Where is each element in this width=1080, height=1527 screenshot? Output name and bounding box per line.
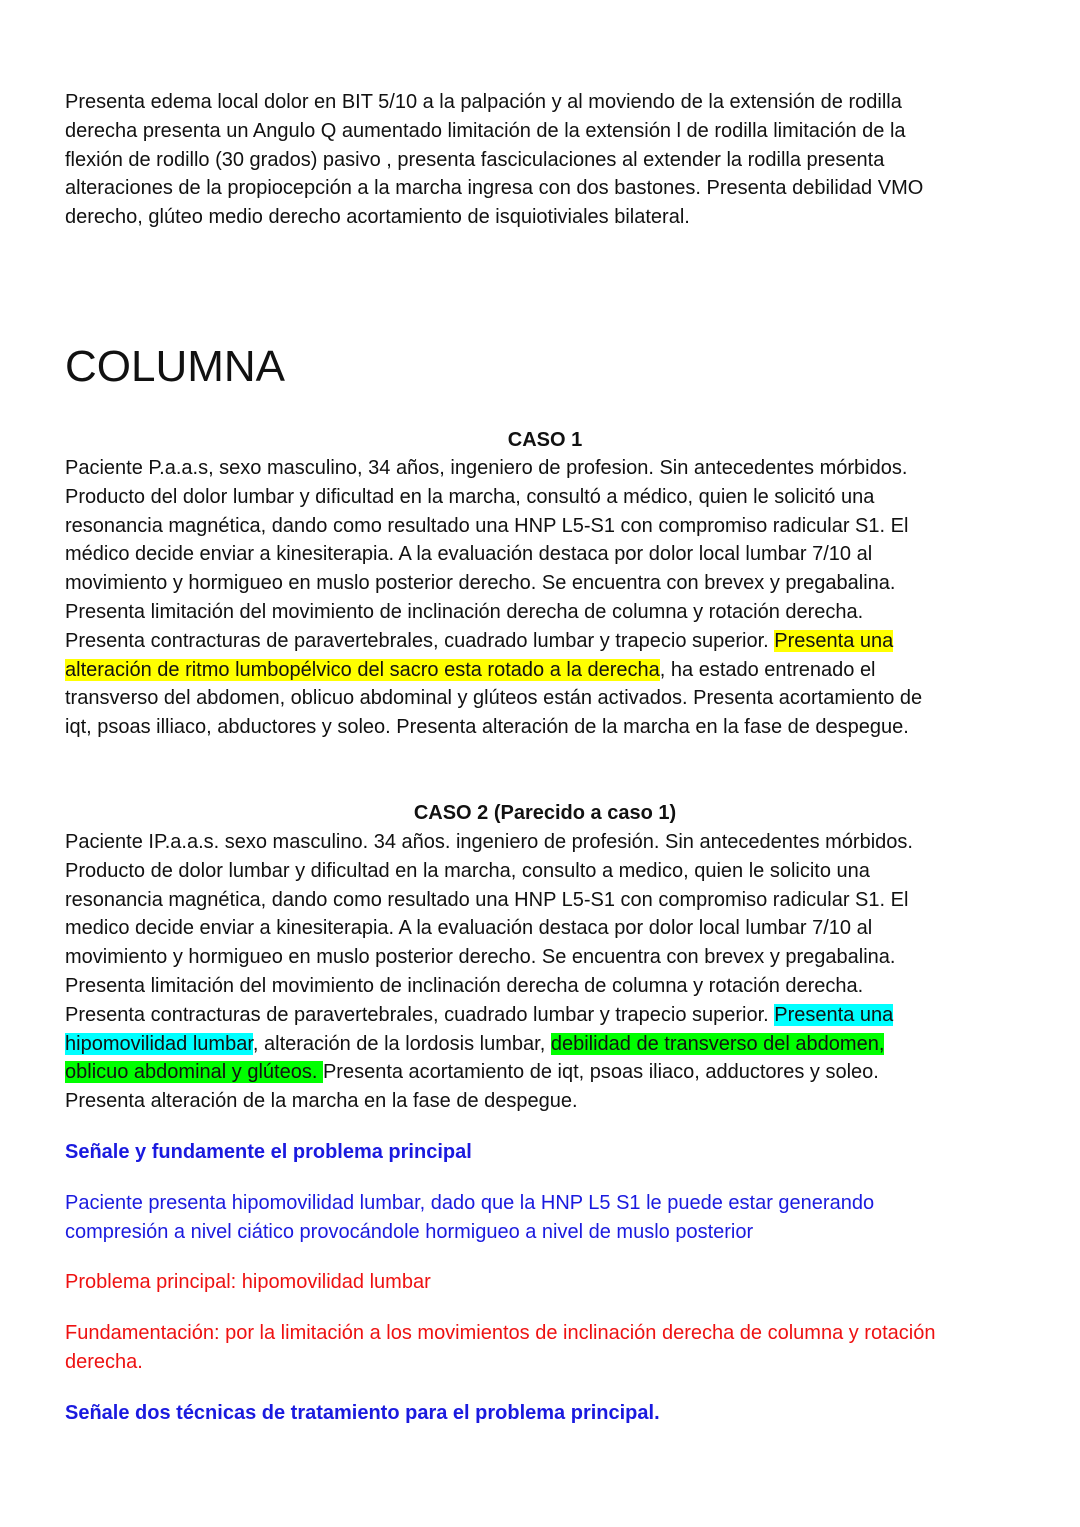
highlighted-text: Presenta una bbox=[774, 1003, 894, 1026]
text-segment: Presenta alteración de la marcha en la fase de despegue. bbox=[65, 1090, 578, 1113]
text-segment: resonancia magnética, dando como resultado una HNP L5-S1 con compromiso radicular S1. El bbox=[65, 888, 909, 911]
text-line bbox=[65, 857, 1025, 886]
text-segment: alteraciones de la propiocepción a la marcha ingresa con dos bastones. Presenta debilidad VMO bbox=[65, 177, 924, 200]
text-line bbox=[65, 454, 1025, 483]
text-segment: Presenta edema local dolor en BIT 5/10 a la palpación y al moviendo de la extensión de rodilla bbox=[65, 91, 902, 113]
text-segment: derecho, glúteo medio derecho acortamiento de isquiotiviales bilateral. bbox=[65, 206, 690, 229]
text-segment: Presenta contracturas de paravertebrales, cuadrado lumbar y trapecio superior. bbox=[65, 629, 775, 652]
question-1: Señale y fundamente el problema principal bbox=[65, 1141, 472, 1163]
question-2: Señale dos técnicas de tratamiento para el problema principal. bbox=[65, 1402, 660, 1424]
text-segment: , alteración de la lordosis lumbar, bbox=[252, 1032, 551, 1055]
intro-paragraph bbox=[65, 88, 1025, 232]
text-line bbox=[65, 88, 1025, 117]
highlighted-text: oblicuo abdominal y glúteos. bbox=[65, 1061, 323, 1084]
text-line bbox=[65, 1001, 1025, 1030]
text-segment: médico decide enviar a kinesiterapia. A la evaluación destaca por dolor local lumbar 7/10 al bbox=[65, 543, 873, 566]
problema-principal: Problema principal: hipomovilidad lumbar bbox=[65, 1271, 431, 1293]
text-line bbox=[65, 943, 1025, 972]
text-segment: , ha estado entrenado el bbox=[659, 658, 876, 681]
text-line bbox=[65, 1030, 1025, 1059]
text-segment: Producto de dolor lumbar y dificultad en la marcha, consulto a medico, quien le solicito una bbox=[65, 859, 870, 882]
text-line bbox=[65, 627, 1025, 656]
text-segment: Paciente IP.a.a.s. sexo masculino. 34 años. ingeniero de profesión. Sin antecedentes mórbidos. bbox=[65, 831, 913, 853]
answer-paragraph bbox=[65, 1189, 1025, 1247]
text-segment: compresión a nivel ciático provocándole hormigueo a nivel de muslo posterior bbox=[65, 1220, 754, 1243]
highlighted-text: debilidad de transverso del abdomen, bbox=[550, 1032, 885, 1055]
text-segment: iqt, psoas illiaco, abductores y soleo. Presenta alteración de la marcha en la fase de despegue. bbox=[65, 716, 909, 739]
highlighted-text: hipomovilidad lumbar bbox=[65, 1032, 253, 1055]
text-line bbox=[65, 483, 1025, 512]
text-line bbox=[65, 203, 1025, 232]
caso2-paragraph bbox=[65, 828, 1025, 1116]
text-line bbox=[65, 540, 1025, 569]
text-line bbox=[65, 1189, 1025, 1218]
caso1-title: CASO 1 bbox=[507, 429, 583, 451]
text-line bbox=[65, 713, 1025, 742]
text-line bbox=[65, 117, 1025, 146]
text-line bbox=[65, 512, 1025, 541]
text-segment: Producto del dolor lumbar y dificultad en la marcha, consultó a médico, quien le solicitó una bbox=[65, 485, 875, 508]
text-segment: Presenta limitación del movimiento de inclinación derecha de columna y rotación derecha. bbox=[65, 974, 864, 997]
text-segment: movimiento y hormigueo en muslo posterior derecho. Se encuentra con brevex y pregabalina. bbox=[65, 946, 896, 969]
text-line bbox=[65, 598, 1025, 627]
text-segment: movimiento y hormigueo en muslo posterior derecho. Se encuentra con brevex y pregabalina. bbox=[65, 572, 896, 595]
caso1-paragraph bbox=[65, 454, 1025, 742]
text-line bbox=[65, 914, 1025, 943]
text-segment: derecha. bbox=[65, 1350, 143, 1373]
text-line bbox=[65, 569, 1025, 598]
text-segment: resonancia magnética, dando como resultado una HNP L5-S1 con compromiso radicular S1. El bbox=[65, 514, 909, 537]
highlighted-text: alteración de ritmo lumbopélvico del sacro esta rotado a la derecha bbox=[65, 658, 660, 681]
text-segment: Fundamentación: por la limitación a los movimientos de inclinación derecha de columna y rotación bbox=[65, 1322, 936, 1344]
text-line bbox=[65, 1348, 1025, 1377]
text-segment: Presenta contracturas de paravertebrales, cuadrado lumbar y trapecio superior. bbox=[65, 1003, 775, 1026]
text-segment: Presenta acortamiento de iqt, psoas iliaco, adductores y soleo. bbox=[322, 1061, 879, 1084]
text-line bbox=[65, 1319, 1025, 1348]
section-title: COLUMNA bbox=[65, 342, 286, 391]
text-segment: flexión de rodillo (30 grados) pasivo , presenta fasciculaciones al extender la rodilla presenta bbox=[65, 148, 885, 171]
text-segment: Presenta limitación del movimiento de inclinación derecha de columna y rotación derecha. bbox=[65, 600, 864, 623]
text-line bbox=[65, 1218, 1025, 1247]
text-line bbox=[65, 972, 1025, 1001]
text-line bbox=[65, 146, 1025, 175]
text-segment: Paciente presenta hipomovilidad lumbar, dado que la HNP L5 S1 le puede estar generando bbox=[65, 1192, 875, 1214]
text-line bbox=[65, 656, 1025, 685]
text-line bbox=[65, 886, 1025, 915]
text-line bbox=[65, 1087, 1025, 1116]
text-segment: derecha presenta un Angulo Q aumentado limitación de la extensión l de rodilla limitación de la bbox=[65, 119, 906, 142]
text-segment: transverso del abdomen, oblicuo abdominal y glúteos están activados. Presenta acortamiento de bbox=[65, 687, 923, 710]
caso2-title: CASO 2 (Parecido a caso 1) bbox=[413, 802, 677, 824]
text-segment: medico decide enviar a kinesiterapia. A la evaluación destaca por dolor local lumbar 7/10 al bbox=[65, 917, 873, 940]
text-line bbox=[65, 174, 1025, 203]
highlighted-text: Presenta una bbox=[774, 629, 894, 652]
text-line bbox=[65, 828, 1025, 857]
text-line bbox=[65, 1058, 1025, 1087]
text-segment: Paciente P.a.a.s, sexo masculino, 34 años, ingeniero de profesion. Sin antecedentes mórbidos. bbox=[65, 457, 908, 479]
text-line bbox=[65, 684, 1025, 713]
fundamentacion-paragraph bbox=[65, 1319, 1025, 1377]
